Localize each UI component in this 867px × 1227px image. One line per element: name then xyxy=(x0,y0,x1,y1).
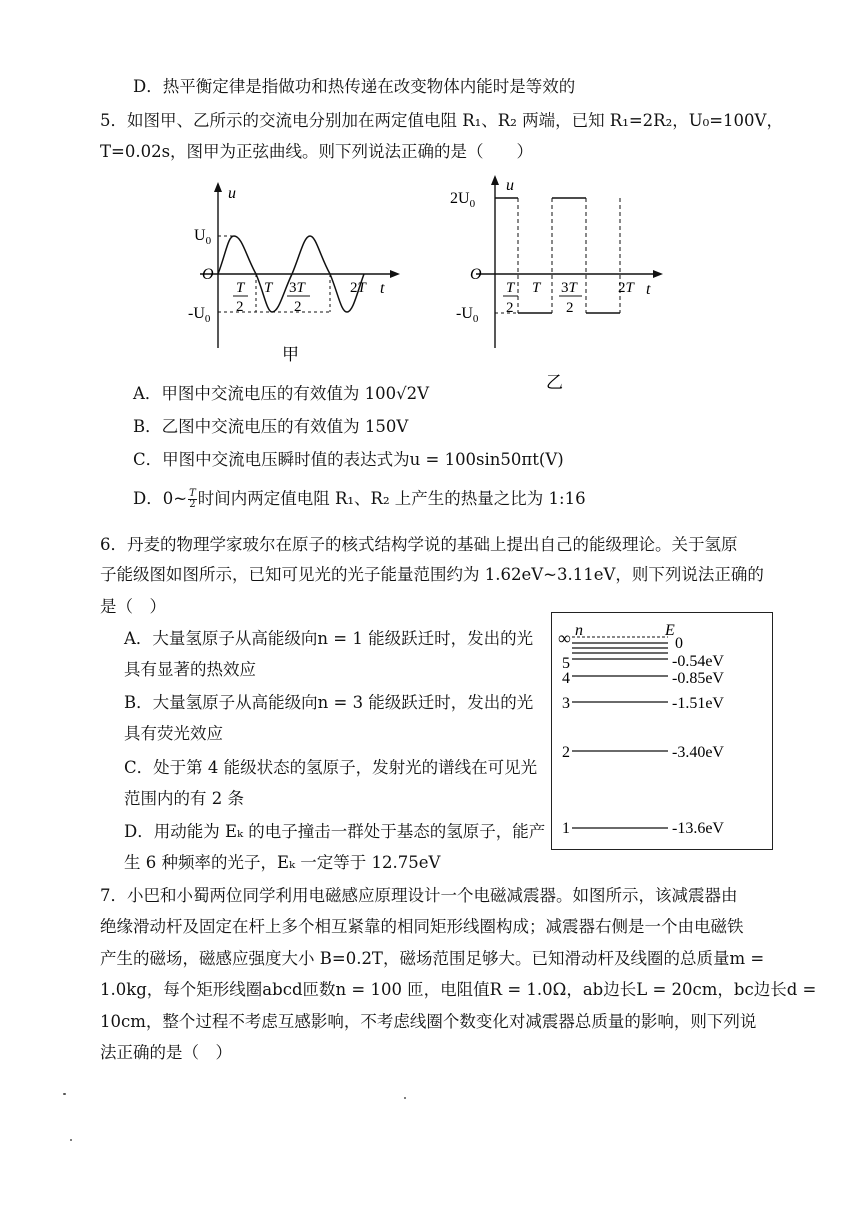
fig-b-origin: O xyxy=(470,266,482,283)
q6-option-b-line2: 具有荧光效应 xyxy=(124,724,223,743)
fig-b-tick-2t: 2T xyxy=(618,280,634,296)
figure-b-square-wave xyxy=(448,170,673,392)
q6-stem-line3: 是（ ） xyxy=(100,597,166,616)
q7-line3: 产生的磁场，磁感应强度大小 B=0.2T，磁场范围足够大。已知滑动杆及线圈的总质量m = xyxy=(100,949,765,968)
q6-option-c-line1: C．处于第 4 能级状态的氢原子，发射光的谱线在可见光 xyxy=(124,758,538,777)
level-5-n: 5 xyxy=(562,655,571,673)
q5-option-d-frac-num: T xyxy=(189,487,196,499)
q7-line1: 7．小巴和小蜀两位同学利用电磁感应原理设计一个电磁减震器。如图所示，该减震器由 xyxy=(100,886,738,905)
q5-option-c: C．甲图中交流电压瞬时值的表达式为u = 100sin50πt(V) xyxy=(133,450,564,469)
q6-stem-line1: 6．丹麦的物理学家玻尔在原子的核式结构学说的基础上提出自己的能级理论。关于氢原 xyxy=(100,535,738,554)
fig-b-tick-3half-den: 2 xyxy=(566,300,574,316)
q6-option-c-line2: 范围内的有 2 条 xyxy=(124,789,244,808)
fig-a-tick-half-den: 2 xyxy=(236,299,244,315)
level-infinity-label: ∞ xyxy=(558,628,572,649)
q4-option-d: D．热平衡定律是指做功和热传递在改变物体内能时是等效的 xyxy=(133,77,576,96)
fig-a-tick-3half-num: 3T xyxy=(289,280,305,296)
level-4-n: 4 xyxy=(562,670,571,688)
level-4-energy: -0.85eV xyxy=(672,670,725,688)
fig-b-neg-u0-label: $-U_0$ xyxy=(456,305,479,325)
level-1-energy: -13.6eV xyxy=(672,820,725,838)
q7-line2: 绝缘滑动杆及固定在杆上多个相互紧靠的相同矩形线圈构成；减震器右侧是一个由电磁铁 xyxy=(100,917,744,936)
q5-option-b: B．乙图中交流电压的有效值为 150V xyxy=(133,417,409,436)
level-1-n: 1 xyxy=(562,820,571,838)
fig-a-neg-u0-label: $-U_0$ xyxy=(188,305,211,325)
q6-option-d-line2: 生 6 种频率的光子，Eₖ 一定等于 12.75eV xyxy=(124,853,441,872)
diagram-n-header: n xyxy=(575,622,584,640)
q7-line5: 10cm，整个过程不考虑互感影响，不考虑线圈个数变化对减震器总质量的影响，则下列说 xyxy=(100,1012,757,1031)
level-3-energy: -1.51eV xyxy=(672,695,725,713)
level-3-n: 3 xyxy=(562,695,571,713)
q5-option-d-prefix: D．0~ xyxy=(133,489,188,508)
level-infinity-energy: 0 xyxy=(675,635,684,653)
fig-a-origin: O xyxy=(202,266,214,283)
fig-a-tick-t: T xyxy=(264,280,273,296)
level-2-energy: -3.40eV xyxy=(672,744,725,762)
scan-speck xyxy=(404,1097,406,1099)
q5-option-d xyxy=(133,488,586,510)
q5-stem-line1: 5．如图甲、乙所示的交流电分别加在两定值电阻 R₁、R₂ 两端，已知 R₁=2R₂，U₀=100V， xyxy=(100,111,783,130)
fig-a-tick-2t: 2T xyxy=(350,280,366,296)
fig-b-tick-3half-num: 3T xyxy=(561,280,577,296)
q5-option-d-fraction xyxy=(188,489,197,510)
q7-line4: 1.0kg，每个矩形线圈abcd匝数n = 100 匝，电阻值R = 1.0Ω，ab边长L = 20cm，bc边长d = xyxy=(100,980,817,999)
q7-line6: 法正确的是（ ） xyxy=(100,1043,232,1062)
scan-speck xyxy=(70,1139,72,1141)
fig-b-x-label: t xyxy=(646,281,651,298)
level-5-energy: -0.54eV xyxy=(672,653,725,671)
figure-a-sine-wave xyxy=(190,178,405,368)
fig-a-tick-3half-den: 2 xyxy=(294,299,302,315)
q5-stem-line2: T=0.02s，图甲为正弦曲线。则下列说法正确的是（ ） xyxy=(100,142,534,161)
fig-a-tick-half-num: T xyxy=(236,280,245,296)
q5-option-d-frac-den: 2 xyxy=(189,498,196,510)
q6-option-b-line1: B．大量氢原子从高能级向n = 3 能级跃迁时，发出的光 xyxy=(124,693,534,712)
q6-stem-line2: 子能级图如图所示，已知可见光的光子能量范围约为 1.62eV~3.11eV，则下列说法正确的 xyxy=(100,565,764,584)
q5-option-d-suffix: 时间内两定值电阻 R₁、R₂ 上产生的热量之比为 1:16 xyxy=(197,489,586,508)
level-2-n: 2 xyxy=(562,744,571,762)
q6-option-a-line2: 具有显著的热效应 xyxy=(124,660,256,679)
scan-speck xyxy=(63,1093,66,1095)
fig-b-tick-half-den: 2 xyxy=(506,300,514,316)
q5-option-a: A．甲图中交流电压的有效值为 100√2V xyxy=(133,384,430,403)
fig-a-caption: 甲 xyxy=(282,345,299,364)
q6-option-a-line1: A．大量氢原子从高能级向n = 1 能级跃迁时，发出的光 xyxy=(124,629,534,648)
fig-a-y-label: u xyxy=(228,185,236,202)
energy-level-diagram xyxy=(551,612,773,850)
diagram-e-header: E xyxy=(665,622,676,640)
fig-b-tick-half-num: T xyxy=(506,280,515,296)
fig-b-caption: 乙 xyxy=(546,373,563,392)
fig-a-u0-label: $U_0$ xyxy=(194,227,212,247)
fig-b-y-label: u xyxy=(506,177,514,194)
fig-b-2u0-label: $2U_0$ xyxy=(450,190,476,210)
q6-option-d-line1: D．用动能为 Eₖ 的电子撞击一群处于基态的氢原子，能产 xyxy=(124,822,546,841)
fig-b-tick-t: T xyxy=(532,280,541,296)
fig-a-x-label: t xyxy=(380,280,385,297)
